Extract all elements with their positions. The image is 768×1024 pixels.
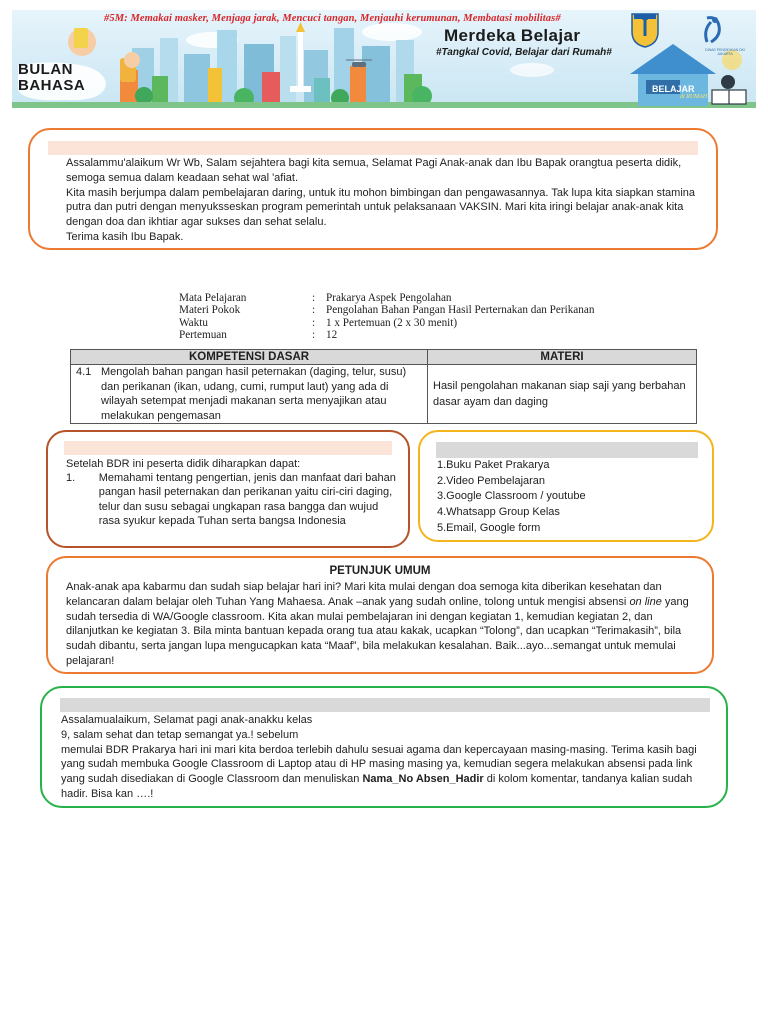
kd-cell xyxy=(71,365,428,424)
dinas-pendidikan-logo-icon xyxy=(667,12,747,52)
bulan-bahasa-logo: BULAN BAHASA xyxy=(18,61,86,94)
kegiatan-header-bar xyxy=(60,698,710,712)
petunjuk-text xyxy=(66,580,704,669)
lesson-info xyxy=(179,292,699,341)
greeting-header-bar xyxy=(48,141,698,155)
petunjuk-title: PETUNJUK UMUM xyxy=(329,565,431,577)
info-row-materi: Materi Pokok : Pengolahan Bahan Pangan Hasil Perternakan dan Perikanan xyxy=(179,304,595,317)
media-list xyxy=(437,458,586,537)
materi-cell: Hasil pengolahan makanan siap saji yang berbahan dasar ayam dan daging xyxy=(428,365,697,424)
header-materi: MATERI xyxy=(428,350,697,365)
list-item: 2.Video Pembelajaran xyxy=(437,474,546,487)
health-slogan: #5M: Memakai masker, Menjaga jarak, Mencuci tangan, Menjauhi kerumunan, Membatasi mobilitas# xyxy=(104,13,561,24)
banner-title: Merdeka Belajar xyxy=(444,26,581,45)
table-row xyxy=(71,365,697,424)
jakarta-seal-icon xyxy=(629,12,661,48)
info-row-waktu: Waktu : 1 x Pertemuan (2 x 30 menit) xyxy=(179,316,458,329)
kegiatan-text xyxy=(61,713,711,802)
house-label-belajar: BELAJAR xyxy=(652,84,695,94)
list-item: 1. Memahami tentang pengertian, jenis dan manfaat dari bahan pangan hasil peternakan dan perikanan yaitu ciri-ciri daging, telur dan susu sebagai ungkapan rasa bangga dan wujud rasa syukur kepada Tuhan serta bangsa Indonesia xyxy=(66,472,396,527)
tujuan-intro: Setelah BDR ini peserta didik diharapkan dapat: xyxy=(66,458,301,470)
petunjuk-paragraph: Anak-anak apa kabarmu dan sudah siap belajar hari ini? Mari kita mulai dengan doa semoga kita diberikan kesehatan dan kelancaran dalam belajar oleh Tuhan Yang Mahaesa. Anak –anak yang sudah online, tolong untuk mengisi absensi on line yang sudah tersedia di WA/Google classroom. Kita akan mulai pembelajaran ini dengan kegiatan 1, kemudian kegiatan 2, dan dilanjutkan ke kegiatan 3. Bila minta bantuan kepada orang tua atau kakak, ucapkan “Tolong”, dan ucapkan “Terimakasih”, bila sudah dibantu, serta jangan lupa mengucapkan kata “Maaf”, bila melakukan kesalahan. Baik...ayo...semangat untuk memulai pelajaran! xyxy=(66,581,689,667)
media-header-bar xyxy=(436,442,698,458)
tujuan-header-bar xyxy=(64,441,392,455)
list-item: 5.Email, Google form xyxy=(437,521,541,534)
list-item: 3.Google Classroom / youtube xyxy=(437,490,586,503)
dinas-pendidikan-label: DINAS PENDIDIKAN DKI JAKARTA xyxy=(705,48,745,56)
list-item: 1.Buku Paket Prakarya xyxy=(437,459,550,471)
header-banner xyxy=(12,10,756,108)
kegiatan-paragraph: memulai BDR Prakarya hari ini mari kita berdoa terlebih dahulu sesuai agama dan kepercayaan masing-masing. Terima kasih bagi yang sudah membuka Google Classroom di Laptop atau di HP masing masing ya, kemudian segera melakukan absensi pada link yang sudah disediakan di Google Classroom dan menuliskan Nama_No Absen_Hadir di kolom komentar, tandanya kalian sudah hadir. Bisa kan ….! xyxy=(61,743,697,800)
greeting-paragraph-3: Terima kasih Ibu Bapak. xyxy=(66,230,184,243)
kegiatan-line-2: 9, salam sehat dan tetap semangat ya.! sebelum xyxy=(61,728,299,741)
greeting-paragraph-2: Kita masih berjumpa dalam pembelajaran daring, untuk itu mohon bimbingan dan pengawasannya. Tak lupa kita siapkan stamina putra dan putri dengan menyuksseskan program pemerintah untuk pelaksanaan VAKSIN. Mari kita iringi belajar anak-anak kita dengan doa dan ikhtiar agar sukses dan sehat selalu. xyxy=(66,186,696,229)
info-row-mapel: Mata Pelajaran : Prakarya Aspek Pengolahan xyxy=(179,292,452,304)
header-kompetensi-dasar: KOMPETENSI DASAR xyxy=(71,350,428,365)
banner-subtitle: #Tangkal Covid, Belajar dari Rumah# xyxy=(436,47,612,58)
kd-number: 4.1 xyxy=(76,366,92,378)
list-item: 4.Whatsapp Group Kelas xyxy=(437,506,560,519)
kegiatan-line-1: Assalamualaikum, Selamat pagi anak-anakku kelas xyxy=(61,714,313,726)
tujuan-text xyxy=(66,457,396,528)
info-row-pertemuan: Pertemuan : 12 xyxy=(179,328,338,341)
kompetensi-table xyxy=(70,349,697,424)
greeting-text xyxy=(66,156,706,245)
greeting-paragraph-1: Assalammu'alaikum Wr Wb, Salam sejahtera bagi kita semua, Selamat Pagi Anak-anak dan Ibu Bapak orangtua peserta didik, semoga semua dalam keadaan sehat wal 'afiat. xyxy=(66,157,682,184)
house-label-rumah: di RUMAH xyxy=(680,94,708,100)
kd-text: Mengolah bahan pangan hasil peternakan (daging, telur, susu) dan perikanan (ikan, udang, cumi, rumput laut) yang ada di wilayah setempat menjadi makanan serta menyajikan atau melakukan pengemasan xyxy=(101,366,407,422)
